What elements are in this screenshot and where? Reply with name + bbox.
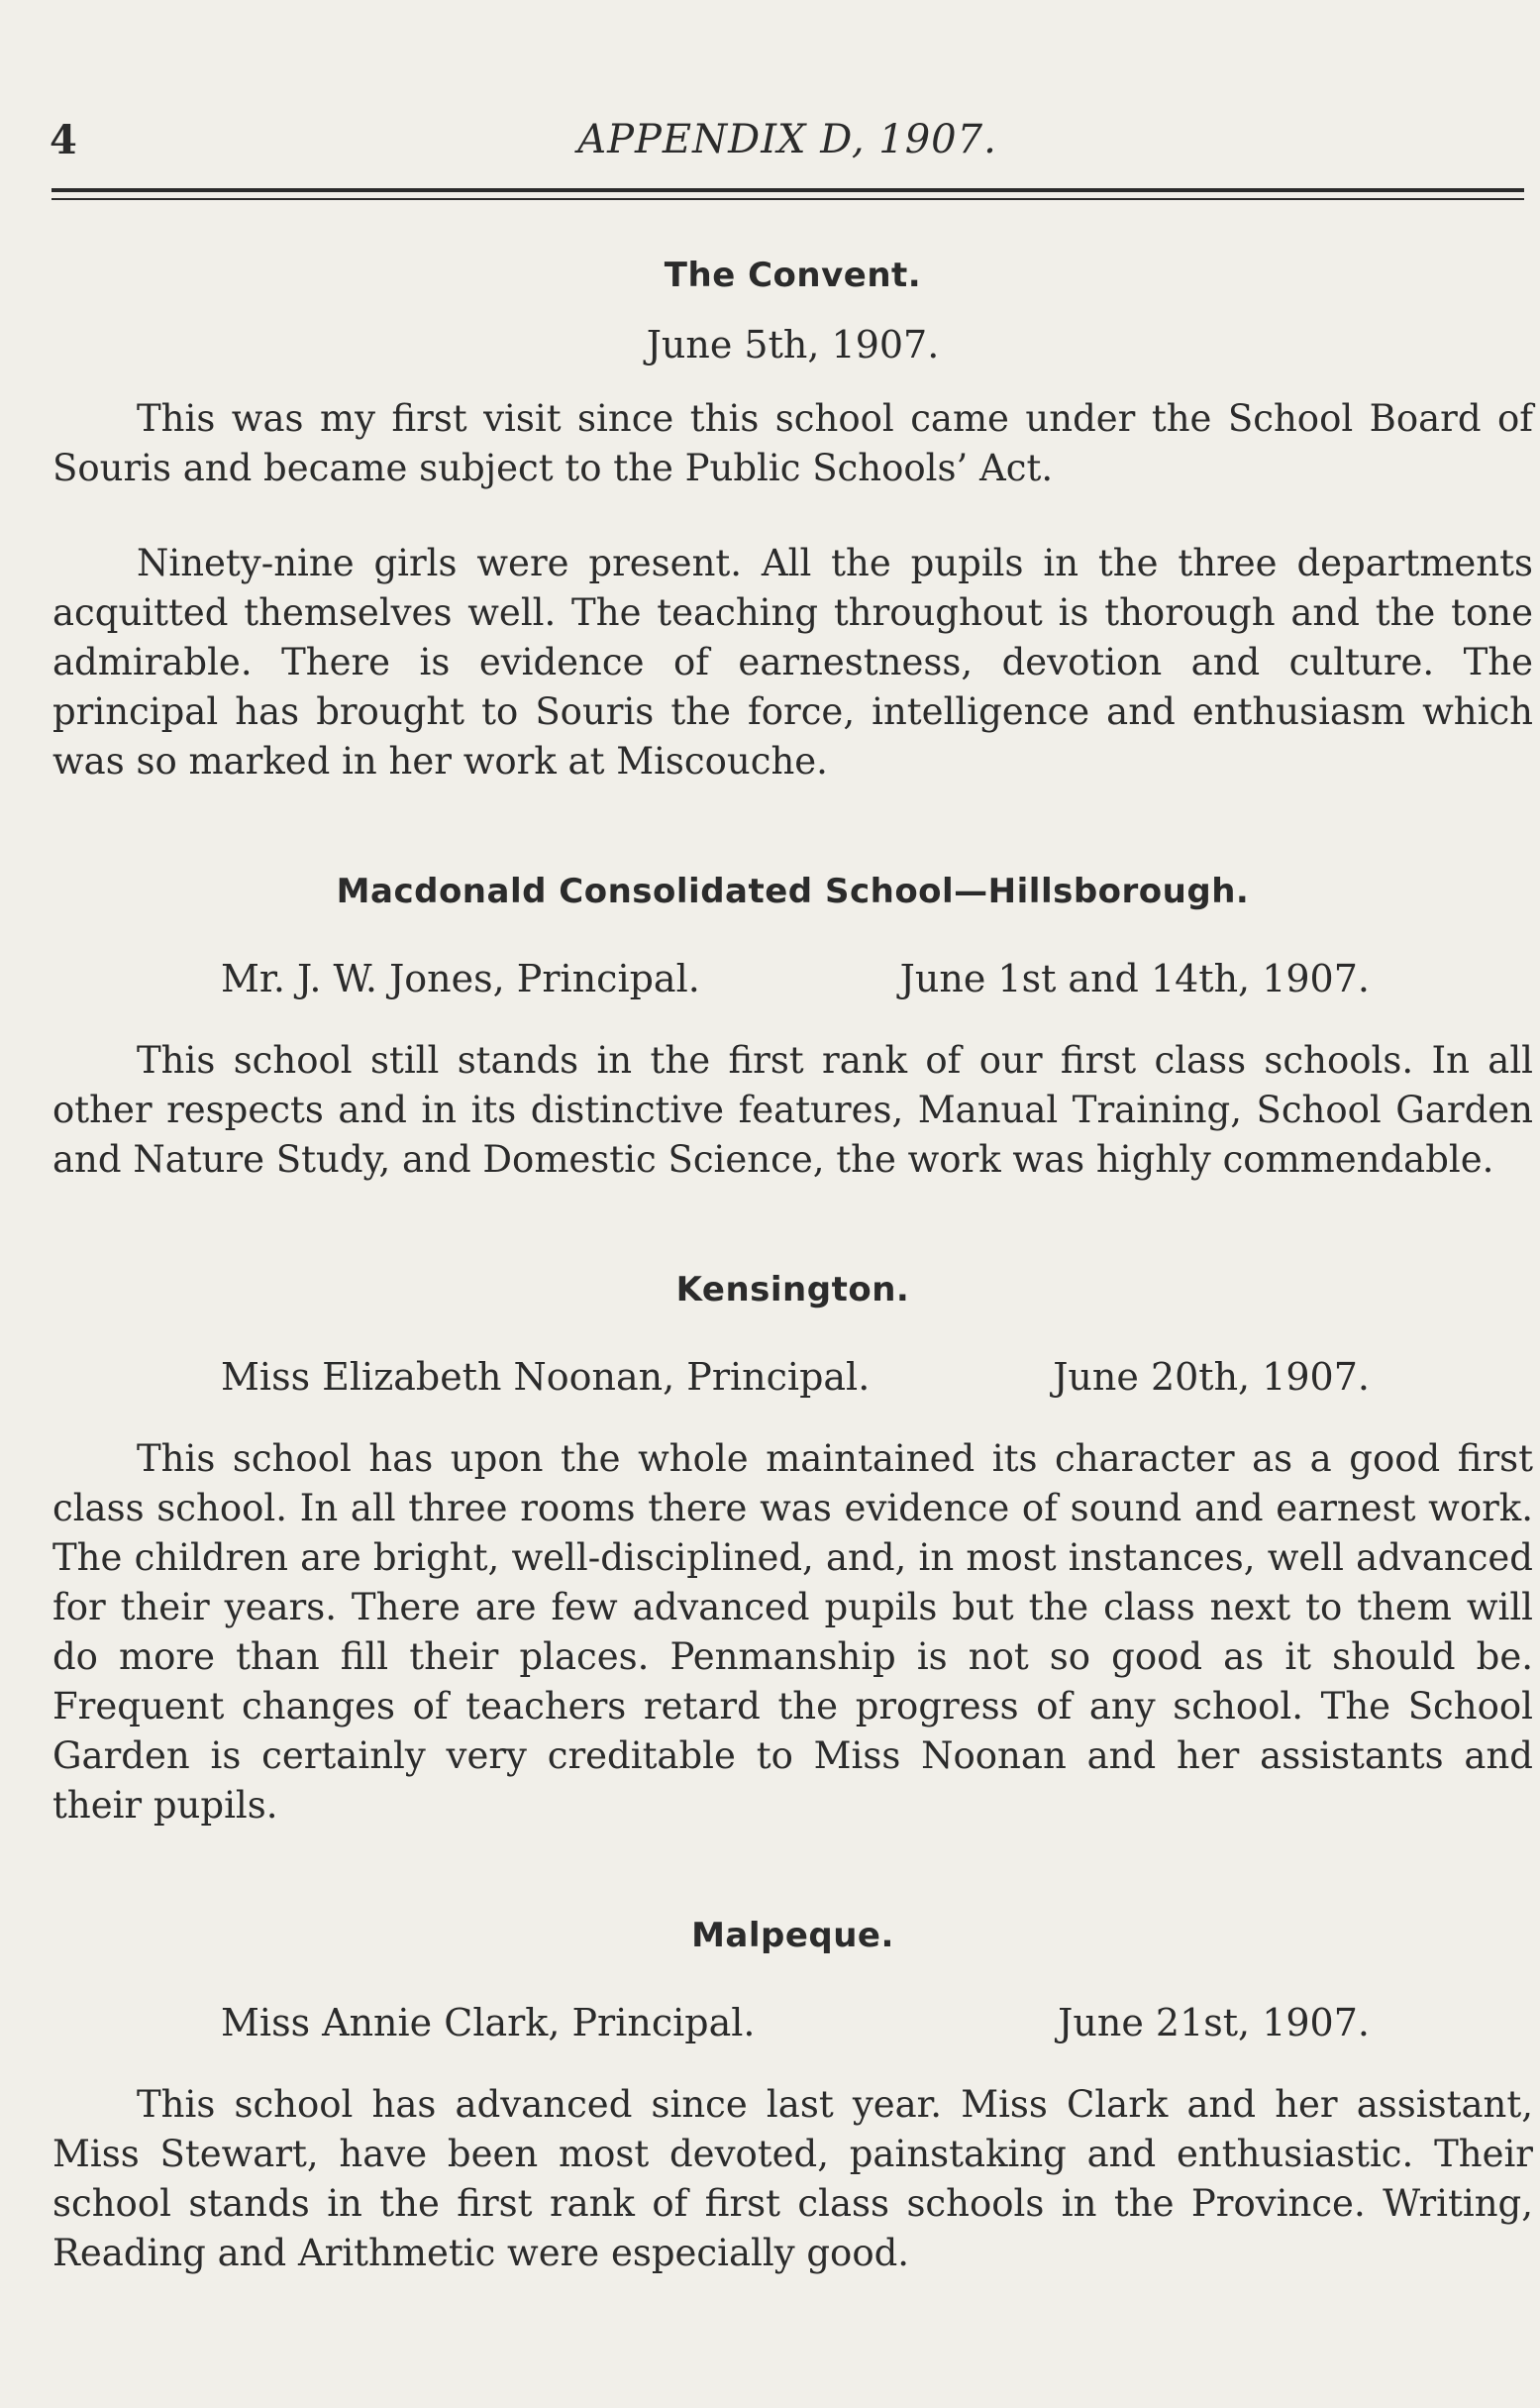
principal-name: Mr. J. W. Jones, Principal.	[221, 957, 700, 1000]
page-content	[52, 256, 1533, 2278]
paragraph: This school still stands in the first rank of our first class schools. In all other respects and in its distinctive features, Manual Training, School Garden and Nature Study, and Domestic Science, the work was highly commendable.	[52, 1039, 1533, 1181]
paragraph: This school has advanced since last year. Miss Clark and her assistant, Miss Stewart, have been most devoted, painstaking and enthusiastic. Their school stands in the first rank of first class schools in the Province. Writing, Reading and Arithmetic were especially good.	[52, 2083, 1533, 2274]
header-rule-thick	[51, 188, 1524, 192]
visit-date: June 21st, 1907.	[1058, 2001, 1370, 2044]
principal-name: Miss Annie Clark, Principal.	[221, 2001, 756, 2044]
header-rule-thin	[51, 198, 1524, 200]
paragraph: Ninety-nine girls were present. All the pupils in the three departments acquitted themselves well. The teaching throughout is thorough and the tone admirable. There is evidence of earnestness, devotion and culture. The principal has brought to Souris the force, intelligence and enthusiasm which was so marked in her work at Miscouche.	[52, 542, 1533, 783]
page-number: 4	[50, 117, 77, 163]
principal-name: Miss Elizabeth Noonan, Principal.	[221, 1355, 871, 1399]
section-title-kensington: Kensington.	[675, 1270, 910, 1309]
visit-date: June 20th, 1907.	[1053, 1355, 1370, 1399]
section-title-convent: The Convent.	[664, 256, 922, 295]
section-meta-macdonald	[52, 957, 1533, 1008]
section-meta-malpeque	[52, 2001, 1533, 2052]
section-title-macdonald: Macdonald Consolidated School—Hillsborough.	[336, 872, 1250, 911]
page-header	[50, 117, 1525, 176]
paragraph: This school has upon the whole maintained its character as a good first class school. In all three rooms there was evidence of sound and earnest work. The children are bright, well-disciplined, and, in most instances, well advanced for their years. There are few advanced pupils but the class next to them will do more than fill their places. Penmanship is not so good as it should be. Frequent changes of teachers retard the progress of any school. The School Garden is certainly very creditable to Miss Noonan and her assistants and their pupils.	[52, 1437, 1533, 1827]
section-date-convent: June 5th, 1907.	[646, 323, 940, 366]
section-title-malpeque: Malpeque.	[691, 1916, 894, 1955]
running-title: APPENDIX D, 1907.	[577, 117, 997, 162]
visit-date: June 1st and 14th, 1907.	[899, 957, 1370, 1000]
paragraph: This was my first visit since this school came under the School Board of Souris and became subject to the Public Schools’ Act.	[52, 397, 1533, 489]
section-meta-kensington	[52, 1355, 1533, 1407]
